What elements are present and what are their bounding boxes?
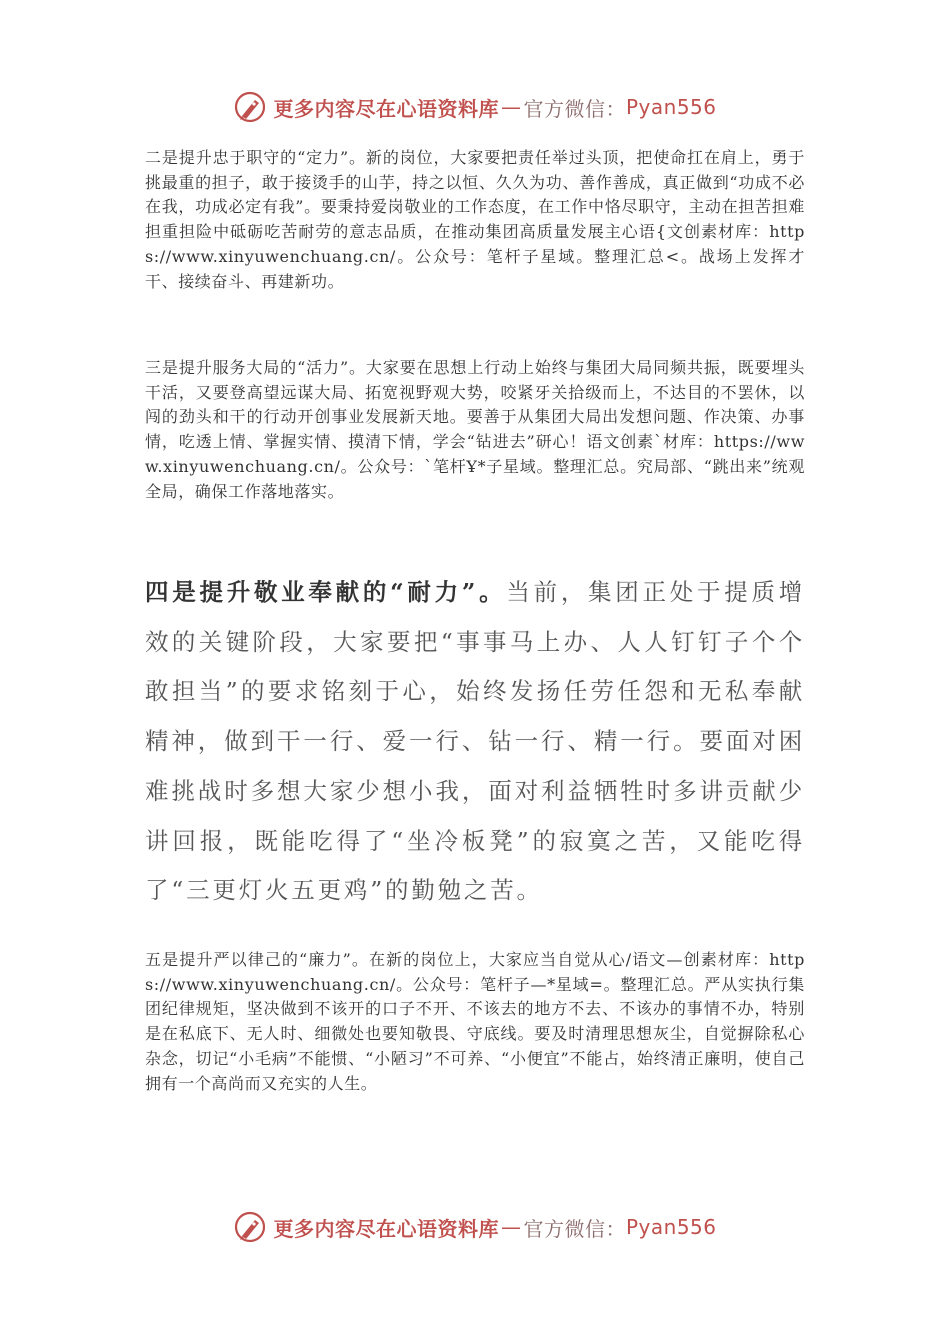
footer-banner [0,1210,950,1244]
paragraph-loyalty: 二是提升忠于职守的“定力”。新的岗位，大家要把责任举过头顶，把使命扛在肩上，勇于挑最重的担子，敢于接烫手的山芋，持之以恒、久久为功、善作善成，真正做到“功成不必在我，功成必定有我”。要秉持爱岗敬业的工作态度，在工作中恪尽职守，主动在担苦担难担重担险中砥砺吃苦耐劳的意志品质，在推动集团高质量发展主心语{文创素材库：https://www.xinyuwenchuang.cn/。公众号：笔杆子星域。整理汇总<。战场上发挥才干、接续奋斗、再建新功。 [145,148,805,291]
pen-nib-logo-icon [233,1210,267,1244]
paragraph-dedication [145,568,805,916]
banner-title: 更多内容尽在心语资料库 [273,96,499,121]
banner-wechat-id: Pyan556 [625,1215,717,1239]
header-banner [0,90,950,124]
banner-separator: — [500,1215,522,1239]
banner-wechat-label: 官方微信： [523,96,626,121]
banner-wechat-id: Pyan556 [625,95,717,119]
paragraph-dedication-lead: 四是提升敬业奉献的“耐力”。 [145,578,507,606]
paragraph-integrity: 五是提升严以律己的“廉力”。在新的岗位上，大家应当自觉从心/语文—创素材库：https://www.xinyuwenchuang.cn/。公众号：笔杆子—*星域=。整理汇总。严从实执行集团纪律规矩，坚决做到不该开的口子不开、不该去的地方不去、不该办的事情不办，特别是在私底下、无人时、细微处也要知敬畏、守底线。要及时清理思想灰尘，自觉摒除私心杂念，切记“小毛病”不能惯、“小陋习”不可养、“小便宜”不能占，始终清正廉明，使自己拥有一个高尚而又充实的人生。 [145,950,805,1093]
banner-title: 更多内容尽在心语资料库 [273,1216,499,1241]
pen-nib-logo-icon [233,90,267,124]
paragraph-dedication-body: 当前，集团正处于提质增效的关键阶段，大家要把“事事马上办、人人钉钉子个个敢担当”的要求铭刻于心，始终发扬任劳任怨和无私奉献精神，做到干一行、爱一行、钻一行、精一行。要面对困难挑战时多想大家少想小我，面对利益牺牲时多讲贡献少讲回报，既能吃得了“坐冷板凳”的寂寞之苦，又能吃得了“三更灯火五更鸡”的勤勉之苦。 [145,578,805,905]
banner-separator: — [500,95,522,119]
paragraph-service: 三是提升服务大局的“活力”。大家要在思想上行动上始终与集团大局同频共振，既要埋头干活，又要登高望远谋大局、拓宽视野观大势，咬紧牙关拾级而上，不达目的不罢休，以闯的劲头和干的行动开创事业发展新天地。要善于从集团大局出发想问题、作决策、办事情，吃透上情、掌握实情、摸清下情，学会“钻进去”研心！语文创素`材库：https://www.xinyuwenchuang.cn/。公众号：`笔杆Ұ*子星域。整理汇总。究局部、“跳出来”统观全局，确保工作落地落实。 [145,358,805,501]
banner-wechat-label: 官方微信： [523,1216,626,1241]
